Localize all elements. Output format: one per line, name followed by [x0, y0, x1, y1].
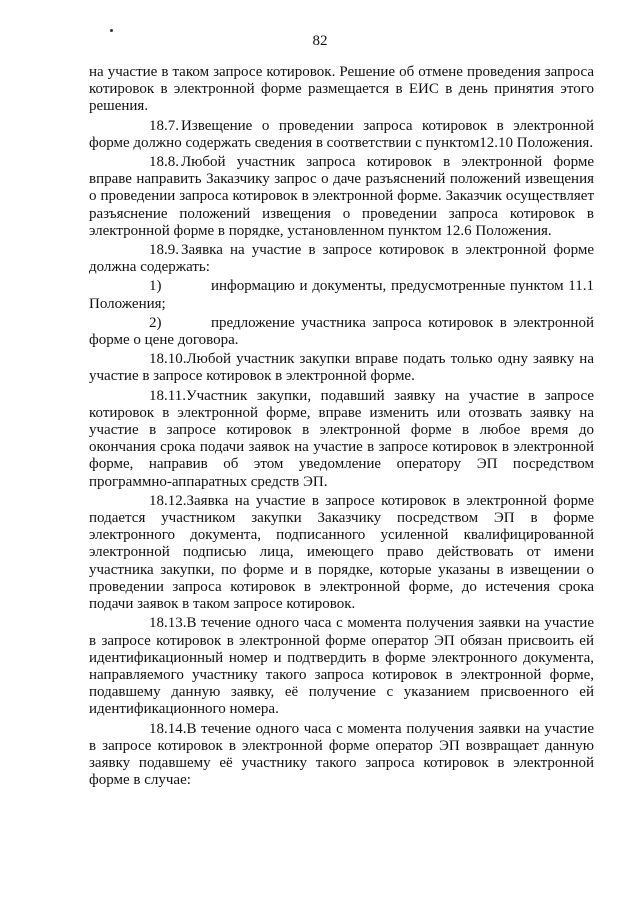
- paragraph-text: Заявка на участие в запросе котировок в электронной форме подается участником закупки Заказчику посредством ЭП в форме электронного документа, подписанного усиленной квалифицированной электронной подписью лица, имеющего право действовать от имени участника закупки, по форме и в порядке, которые указаны в извещении о проведении запроса котировок в электронной форме, до истечения срока подачи заявок в таком запросе котировок.: [89, 492, 594, 613]
- list-number: 2): [149, 314, 162, 331]
- scan-speck: [110, 29, 113, 32]
- list-item-text: предложение участника запроса котировок в электронной форме о цене договора.: [89, 314, 594, 349]
- paragraph-18-8: [89, 154, 594, 240]
- paragraph-text: Любой участник запроса котировок в электронной форме вправе направить Заказчику запрос о даче разъяснений положений извещения о проведении запроса котировок в электронной форме. Заказчик осуществляет разъяснение положений извещения о проведении запроса котировок в электронной форме в порядке, установленном пунктом 12.6 Положения.: [89, 154, 594, 239]
- paragraph-number: 18.10.: [149, 351, 187, 368]
- paragraph-number: 18.13.: [149, 615, 187, 632]
- paragraph-continuation: [89, 64, 594, 116]
- paragraph-18-14: [89, 721, 594, 790]
- paragraph-text: Заявка на участие в запросе котировок в электронной форме должна содержать:: [89, 242, 594, 276]
- paragraph-18-11: [89, 388, 594, 491]
- paragraph-number: 18.9.: [149, 242, 179, 259]
- paragraph-18-10: [89, 351, 594, 385]
- paragraph-18-9: [89, 242, 594, 276]
- paragraph-text: Участник закупки, подавший заявку на участие в запросе котировок в электронной форме, вправе изменить или отозвать заявку на участие в запросе котировок в электронной форме в любое время до окончания срока подачи заявок на участие в запросе котировок в электронной форме, направив об этом уведомление оператору ЭП посредством программно-аппаратных средств ЭП.: [89, 387, 594, 490]
- document-body: [89, 64, 594, 791]
- paragraph-18-7: [89, 118, 594, 152]
- paragraph-number: 18.11.: [149, 387, 186, 404]
- page-number: 82: [312, 33, 328, 49]
- list-item-1: [89, 278, 594, 312]
- paragraph-number: 18.14.: [149, 720, 187, 737]
- paragraph-number: 18.8.: [149, 154, 179, 171]
- paragraph-text: на участие в таком запросе котировок. Решение об отмене проведения запроса котировок в электронной форме размещается в ЕИС в день принятия этого решения.: [89, 64, 594, 115]
- paragraph-18-13: [89, 615, 594, 718]
- paragraph-18-12: [89, 493, 594, 613]
- paragraph-text: В течение одного часа с момента получения заявки на участие в запросе котировок в электронной форме оператор ЭП возвращает данную заявку подавшему её участнику такого запроса котировок в электронной форме в случае:: [89, 720, 594, 789]
- list-item-text: информацию и документы, предусмотренные пунктом 11.1 Положения;: [89, 278, 594, 312]
- list-item-2: [89, 315, 594, 349]
- paragraph-text: Любой участник закупки вправе подать только одну заявку на участие в запросе котировок в электронной форме.: [89, 351, 594, 385]
- paragraph-number: 18.7.: [149, 117, 179, 134]
- paragraph-number: 18.12.: [149, 492, 187, 509]
- list-number: 1): [149, 278, 162, 295]
- paragraph-text: В течение одного часа с момента получения заявки на участие в запросе котировок в электронной форме оператор ЭП обязан присвоить ей идентификационный номер и подтвердить в форме электронного документа, направляемого участнику такого запроса котировок в электронной форме, подавшему данную заявку, её получение с указанием присвоенного ей идентификационного номера.: [89, 615, 594, 718]
- paragraph-text: Извещение о проведении запроса котировок в электронной форме должно содержать сведения в соответствии с пунктом12.10 Положения.: [89, 117, 594, 151]
